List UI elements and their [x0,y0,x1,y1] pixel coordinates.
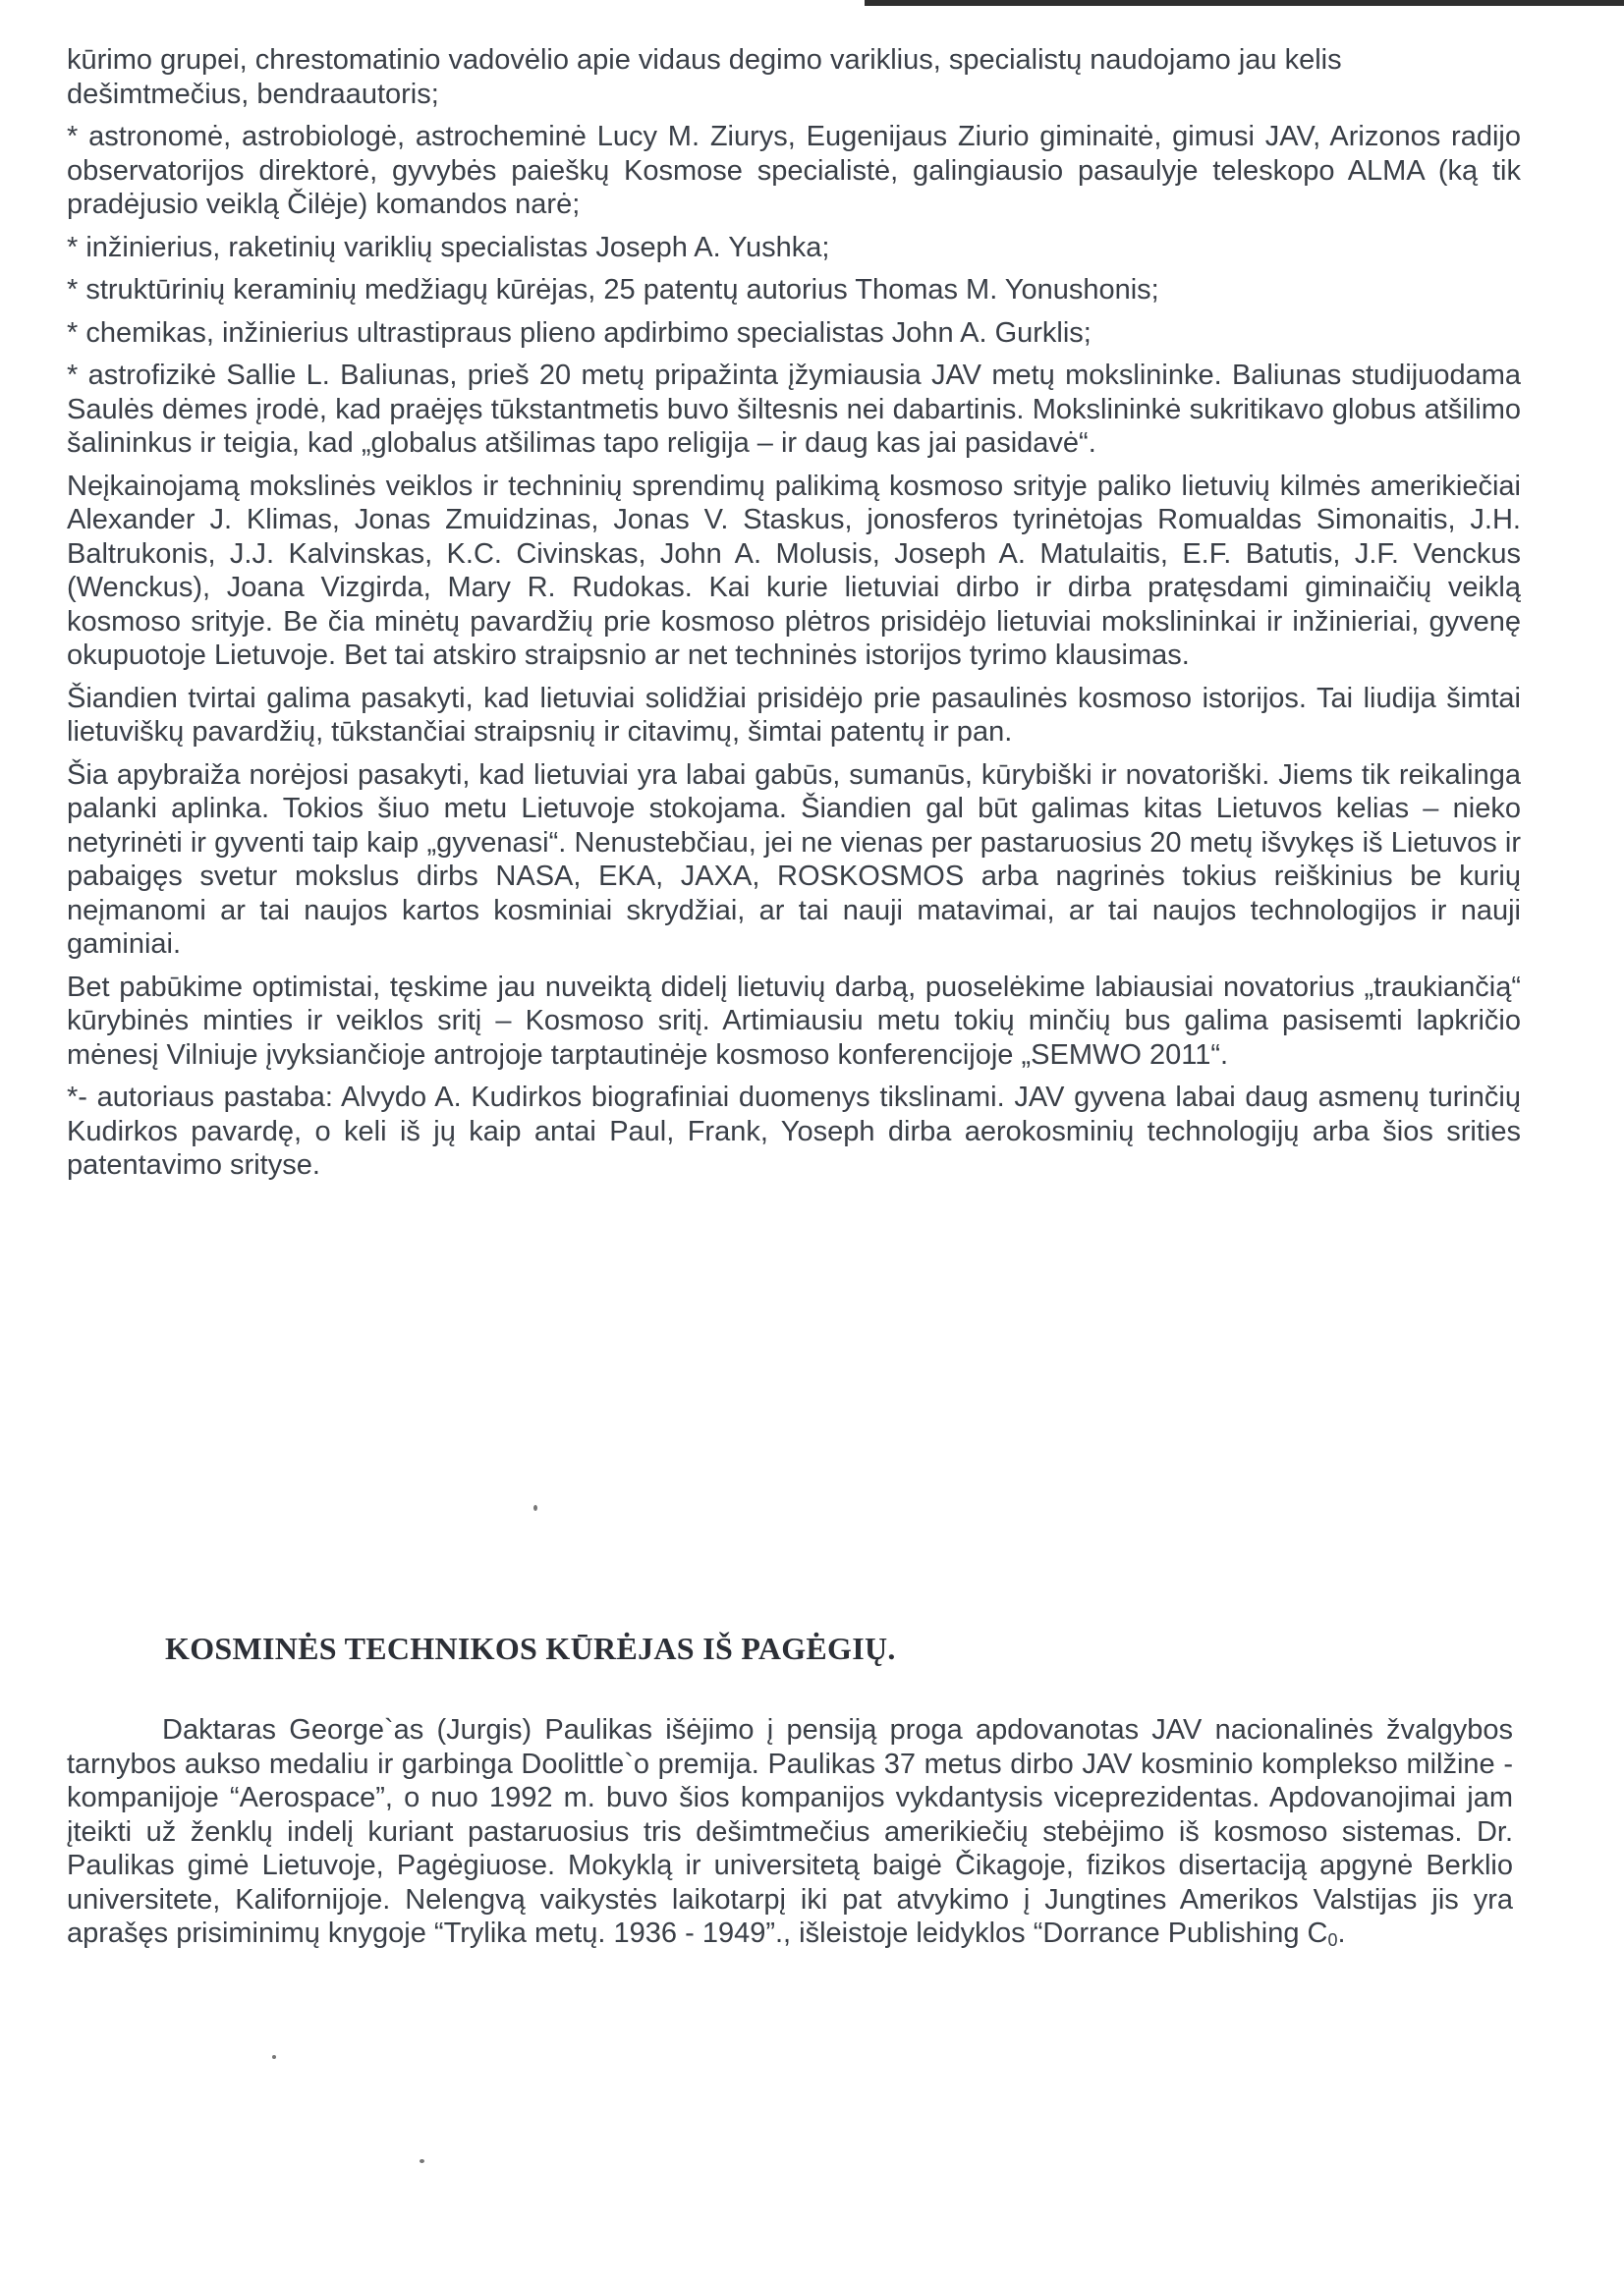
list-item-john-gurklis: * chemikas, inžinierius ultrastipraus plieno apdirbimo specialistas John A. Gurklis; [67,316,1092,349]
scan-speck [420,2159,424,2163]
article-paragraph [67,1713,1513,1958]
paragraph: Bet pabūkime optimistai, tęskime jau nuveiktą didelį lietuvių darbą, puoselėkime labiausiai novatorius „traukiančią“ kūrybinės minties ir veiklos sritį – Kosmoso sritį. Artimiausiu metu tokių minčių bus galima pasisemti lapkričio mėnesį Vilniuje įvyksiančioje antrojoje tarptautinėje kosmoso konferencijoje „SEMWO 2011“. [67,971,1521,1071]
scan-speck [272,2055,276,2059]
list-item-lucy-ziurys: * astronomė, astrobiologė, astrocheminė Lucy M. Ziurys, Eugenijaus Ziurio giminaitė, gimusi JAV, Arizonos radijo observatorijos direktorė, gyvybės paieškų Kosmose specialistė, galingiausio pasaulyje teleskopo ALMA (ką tik pradėjusio veiklą Čilėje) komandos narė; [67,121,1521,220]
author-note: *- autoriaus pastaba: Alvydo A. Kudirkos biografiniai duomenys tikslinami. JAV gyvena labai daug asmenų turinčių Kudirkos pavardę, o keli iš jų kaip antai Paul, Frank, Yoseph dirba aerokosminių technologijų arba šios srities patentavimo srityse. [67,1082,1521,1181]
article-heading: KOSMINĖS TECHNIKOS KŪRĖJAS IŠ PAGĖGIŲ. [165,1631,896,1666]
top-edge-rule [865,0,1624,6]
paragraph: kūrimo grupei, chrestomatinio vadovėlio apie vidaus degimo variklius, specialistų naudojamo jau kelis dešimtmečius, bendraautoris; [67,44,1342,110]
paragraph: Šiandien tvirtai galima pasakyti, kad lietuviai solidžiai prisidėjo prie pasaulinės kosmoso istorijos. Tai liudija šimtai lietuviškų pavardžių, tūkstančiai straipsnių ir citavimų, šimtai patentų ir pan. [67,682,1521,748]
list-item-joseph-yushka: * inžinierius, raketinių variklių specialistas Joseph A. Yushka; [67,231,830,263]
article-text-tail: . [1337,1918,1346,1949]
paragraph: Šia apybraiža norėjosi pasakyti, kad lietuviai yra labai gabūs, sumanūs, kūrybiški ir novatoriški. Jiems tik reikalinga palanki aplinka. Tokios šiuo metu Lietuvoje stokojama. Šiandien gal būt galimas kitas Lietuvos kelias – nieko netyrinėti ir gyventi taip kaip „gyvenasi“. Nenustebčiau, jei ne vienas per pastaruosius 20 metų išvykęs iš Lietuvos ir pabaigęs svetur mokslus dirbs NASA, EKA, JAXA, ROSKOSMOS arba nagrinės tokius reiškinius be kurių neįmanomi ar tai naujos kartos kosminiai skrydžiai, ar tai nauji matavimai, ar tai naujos technologijos ir nauji gaminiai. [67,758,1521,960]
article-text: Daktaras George`as (Jurgis) Paulikas išėjimo į pensiją proga apdovanotas JAV nacionalinės žvalgybos tarnybos aukso medaliu ir garbinga Doolittle`o premija. Paulikas 37 metus dirbo JAV kosminio komplekso milžine - kompanijoje “Aerospace”, o nuo 1992 m. buvo šios kompanijos vykdantysis viceprezidentas. Apdovanojimai jam įteikti už ženklų indelį kuriant pastaruosius tris dešimtmečius amerikiečių stebėjimo iš kosmoso sistemas. Dr. Paulikas gimė Lietuvoje, Pagėgiuose. Mokyklą ir universitetą baigė Čikagoje, fizikos disertaciją apgynė Berklio universitete, Kalifornijoje. Nelengvą vaikystės laikotarpį iki pat atvykimo į Jungtines Amerikos Valstijas jis yra aprašęs prisiminimų knygoje “Trylika metų. 1936 - 1949”., išleistoje leidyklos “Dorrance Publishing C [67,1714,1513,1949]
article-subscript: 0 [1327,1930,1338,1950]
scan-speck [533,1505,537,1511]
list-item-thomas-yonushonis: * struktūrinių keraminių medžiagų kūrėjas, 25 patentų autorius Thomas M. Yonushonis; [67,274,1159,306]
article-body [67,1713,1513,1958]
paragraph: Neįkainojamą mokslinės veiklos ir techninių sprendimų palikimą kosmoso srityje paliko lietuvių kilmės amerikiečiai Alexander J. Klimas, Jonas Zmuidzinas, Jonas V. Staskus, jonosferos tyrinėtojas Romualdas Simonaitis, J.H. Baltrukonis, J.J. Kalvinskas, K.C. Civinskas, John A. Molusis, Joseph A. Matulaitis, E.F. Batutis, J.F. Venckus (Wenckus), Joana Vizgirda, Mary R. Rudokas. Kai kurie lietuviai dirbo ir dirba pratęsdami giminaičių veiklą kosmoso srityje. Be čia minėtų pavardžių prie kosmoso plėtros prisidėjo lietuviai mokslininkai ir inžinieriai, gyvenę okupuotoje Lietuvoje. Bet tai atskiro straipsnio ar net techninės istorijos tyrimo klausimas. [67,470,1521,671]
page-continued-text [67,43,1521,1192]
list-item-sallie-baliunas: * astrofizikė Sallie L. Baliunas, prieš 20 metų pripažinta įžymiausia JAV metų mokslininke. Baliunas studijuodama Saulės dėmes įrodė, kad praėjęs tūkstantmetis buvo šiltesnis nei dabartinis. Mokslininkė sukritikavo globus atšilimo šalininkus ir teigia, kad „globalus atšilimas tapo religija – ir daug kas jai pasidavė“. [67,360,1521,459]
